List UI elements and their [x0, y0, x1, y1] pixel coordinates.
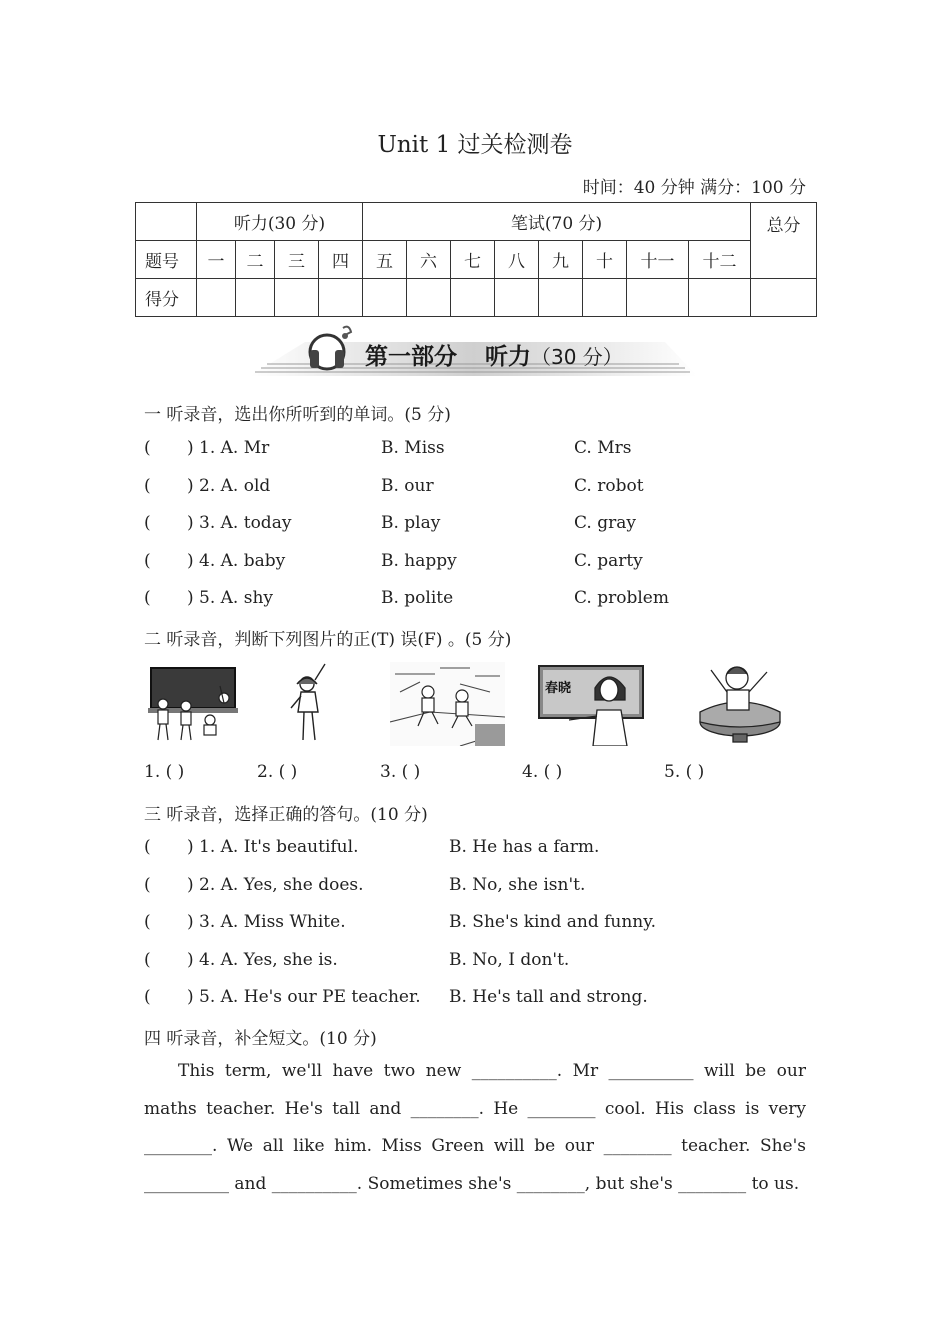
answer-blank-paren[interactable]: ( — [144, 912, 151, 932]
score-cell[interactable] — [583, 279, 627, 317]
score-cell[interactable] — [539, 279, 583, 317]
option-a: ) 5. A. He's our PE teacher. — [187, 987, 421, 1007]
answer-blank-paren[interactable]: ( — [144, 837, 151, 857]
answer-blank-paren[interactable]: ( — [144, 475, 151, 496]
question-number-cell: 六 — [407, 241, 451, 279]
option-b: B. our — [381, 475, 434, 496]
picture-answer-blank[interactable]: 4. ( ) — [522, 762, 563, 782]
answer-blank-paren[interactable]: ( — [144, 438, 151, 458]
score-cell[interactable] — [751, 279, 817, 317]
children-playing-icon — [390, 662, 505, 746]
answer-blank-paren[interactable]: ( — [144, 949, 151, 970]
option-a: ) 3. A. Miss White. — [187, 912, 346, 932]
option-c: C. gray — [574, 513, 636, 533]
time-info: 时间：40 分钟 满分：100 分 — [582, 178, 806, 198]
page-title: Unit 1 过关检测卷 — [377, 132, 573, 158]
score-cell[interactable] — [363, 279, 407, 317]
classroom-blackboard-icon — [148, 662, 238, 746]
option-b: B. He has a farm. — [449, 837, 600, 857]
option-a: ) 3. A. today — [187, 513, 292, 533]
option-b: B. No, she isn't. — [449, 874, 586, 895]
listening-header: 听力(30 分) — [197, 203, 363, 241]
option-a: ) 1. A. Mr — [187, 438, 270, 458]
question-number-cell: 七 — [451, 241, 495, 279]
section1-heading: 一 听录音，选出你所听到的单词。(5 分) — [144, 405, 451, 425]
question-number-cell: 十一 — [627, 241, 689, 279]
score-cell[interactable] — [197, 279, 236, 317]
option-c: C. party — [574, 550, 643, 571]
section3-heading: 三 听录音，选择正确的答句。(10 分) — [144, 805, 428, 825]
option-c: C. Mrs — [574, 438, 632, 458]
picture-answer-blank[interactable]: 5. ( ) — [664, 762, 705, 782]
score-cell[interactable] — [319, 279, 363, 317]
banner-subtitle: 听力 — [485, 344, 531, 370]
total-header: 总分 — [751, 203, 817, 279]
question-number-cell: 五 — [363, 241, 407, 279]
girl-waving-icon — [285, 662, 333, 746]
option-a: ) 4. A. baby — [187, 550, 286, 571]
written-header: 笔试(70 分) — [363, 203, 751, 241]
score-table — [135, 202, 817, 317]
question-number-label: 题号 — [136, 241, 197, 279]
option-a: ) 5. A. shy — [187, 588, 274, 608]
picture-answer-blank[interactable]: 2. ( ) — [257, 762, 298, 782]
banner-title: 第一部分 — [365, 344, 457, 370]
board-text: 春晓 — [545, 681, 572, 696]
picture-answer-blank[interactable]: 3. ( ) — [380, 762, 421, 782]
option-b: B. He's tall and strong. — [449, 987, 648, 1007]
score-cell[interactable] — [407, 279, 451, 317]
question-number-cell: 十二 — [689, 241, 751, 279]
question-number-cell: 一 — [197, 241, 236, 279]
answer-blank-paren[interactable]: ( — [144, 550, 151, 571]
cloze-paragraph[interactable] — [144, 1053, 806, 1203]
option-c: C. robot — [574, 475, 644, 496]
boy-on-chair-icon — [695, 662, 785, 746]
answer-blank-paren[interactable]: ( — [144, 874, 151, 895]
option-b: B. play — [381, 513, 441, 533]
section2-heading: 二 听录音，判断下列图片的正(T) 误(F) 。(5 分) — [144, 630, 512, 650]
option-b: B. No, I don't. — [449, 949, 570, 970]
option-a: ) 2. A. old — [187, 475, 271, 496]
option-b: B. She's kind and funny. — [449, 912, 656, 932]
question-number-cell: 三 — [275, 241, 319, 279]
table-corner-cell — [136, 203, 197, 241]
banner-points: （30 分） — [531, 345, 623, 369]
option-a: ) 2. A. Yes, she does. — [187, 874, 364, 895]
score-cell[interactable] — [236, 279, 275, 317]
option-b: B. polite — [381, 588, 454, 608]
question-number-cell: 九 — [539, 241, 583, 279]
answer-blank-paren[interactable]: ( — [144, 588, 151, 608]
option-b: B. happy — [381, 550, 457, 571]
option-a: ) 4. A. Yes, she is. — [187, 949, 338, 970]
score-cell[interactable] — [627, 279, 689, 317]
score-label: 得分 — [136, 279, 197, 317]
score-cell[interactable] — [275, 279, 319, 317]
question-number-cell: 八 — [495, 241, 539, 279]
question-number-cell: 二 — [236, 241, 275, 279]
picture-answer-blank[interactable]: 1. ( ) — [144, 762, 185, 782]
cloze-text: This term, we'll have two new __________. Mr __________ will be our maths teacher. He's tall and ________. He ________ cool. His class is very ________. We all like him. Miss Green will be our ________ teacher. She's __________ and __________. Sometimes she's ________, but she's ________ to us. — [144, 1061, 806, 1194]
teacher-pointing-board-icon — [537, 662, 645, 746]
option-c: C. problem — [574, 588, 669, 608]
score-cell[interactable] — [495, 279, 539, 317]
score-cell[interactable] — [451, 279, 495, 317]
answer-blank-paren[interactable]: ( — [144, 513, 151, 533]
option-a: ) 1. A. It's beautiful. — [187, 837, 359, 857]
answer-blank-paren[interactable]: ( — [144, 987, 151, 1007]
section4-heading: 四 听录音，补全短文。(10 分) — [144, 1029, 377, 1049]
banner-text — [365, 338, 623, 371]
option-b: B. Miss — [381, 438, 445, 458]
score-cell[interactable] — [689, 279, 751, 317]
question-number-cell: 十 — [583, 241, 627, 279]
question-number-cell: 四 — [319, 241, 363, 279]
